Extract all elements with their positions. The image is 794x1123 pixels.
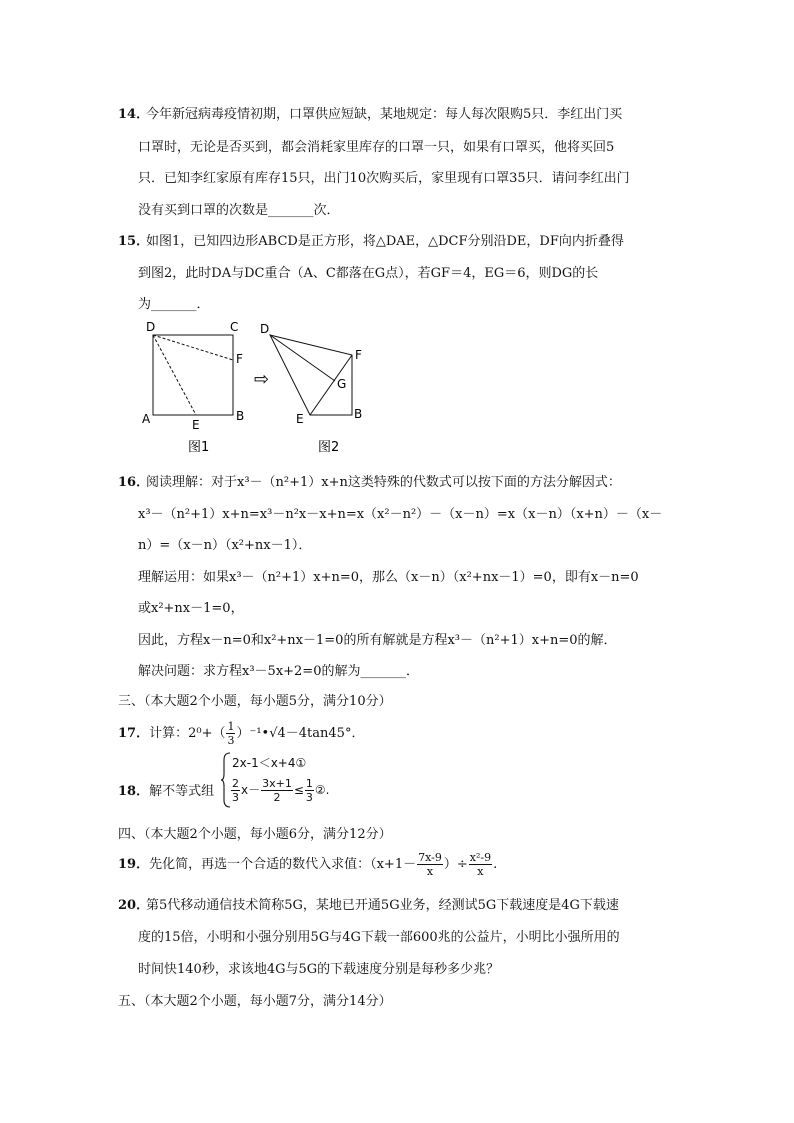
- q18-label: [118, 780, 214, 799]
- fig1-fold-df: [153, 335, 233, 360]
- q14-line-1: 今年新冠病毒疫情初期，口罩供应短缺，某地规定：每人每次限购5只．李红出门买: [146, 107, 623, 122]
- q20-line-1: 第5代移动通信技术简称5G，某地已开通5G业务，经测试5G下载速度是4G下载速: [146, 898, 619, 913]
- q18-frac-a-den: 3: [232, 791, 239, 804]
- q15-figures: [130, 315, 390, 460]
- q18-frac-a-num: 2: [232, 777, 239, 790]
- q16-line-5: 或x²+nx－1=0，: [138, 601, 244, 616]
- q16-line-7: 解决问题：求方程x³－5x+2=0的解为_______．: [138, 664, 419, 679]
- section-3-heading: 三、（本大题2个小题，每小题5分，满分10分）: [118, 694, 392, 709]
- q18-frac-c-num: 1: [305, 777, 313, 790]
- q18-frac-c-den: 3: [305, 791, 313, 804]
- fig2-label-e: E: [296, 412, 304, 426]
- section-4-heading: 四、（本大题2个小题，每小题6分，满分12分）: [118, 827, 392, 842]
- q16-line-3: n）=（x－n）（x²+nx－1）．: [138, 538, 312, 553]
- q16-number: 16．: [118, 475, 150, 490]
- q17: [118, 720, 364, 747]
- fig1-label-d: D: [146, 320, 156, 334]
- q20-line-3: 时间快140秒，求该地4G与5G的下载速度分别是每秒多少兆？: [138, 962, 500, 977]
- q17-frac-num: 1: [227, 720, 235, 733]
- fig1-label-b: B: [236, 409, 245, 423]
- q15-line-3: 为_______．: [138, 297, 210, 312]
- q18-mid: x－: [241, 783, 261, 797]
- q16-line-4: 理解运用：如果x³－（n²+1）x+n=0，那么（x－n）（x²+nx－1）=0，即有x－n=0: [138, 570, 639, 585]
- fig2-label-b: B: [354, 407, 363, 421]
- q19-frac-2: [469, 851, 492, 878]
- q18-pre: 解不等式组: [149, 784, 215, 799]
- q19-number: 19．: [118, 857, 150, 872]
- q14-line-4: 没有买到口罩的次数是_______次．: [138, 203, 340, 218]
- fig2-label-f: F: [355, 348, 362, 362]
- q18-frac-b: [261, 777, 293, 804]
- q18-le: ≤: [293, 783, 304, 797]
- fig2-label-g: G: [337, 377, 347, 391]
- fig1-caption: 图1: [188, 440, 210, 455]
- q15-line-1: 如图1，已知四边形ABCD是正方形，将△DAE，△DCF分别沿DE，DF向内折叠得: [146, 234, 624, 249]
- q15-line-2: 到图2，此时DA与DC重合（A、C都落在G点），若GF＝4，EG＝6，则DG的长: [138, 266, 599, 281]
- transform-arrow-icon: ⇨: [254, 369, 270, 390]
- q16-line-2: x³－（n²+1）x+n=x³－n²x－x+n=x（x²－n²）－（x－n）=x（x－n）（x+n）－（x－: [138, 507, 663, 522]
- q18-row-1: 2x-1＜x+4①: [232, 756, 307, 770]
- section-5-heading: 五、（本大题2个小题，每小题7分，满分14分）: [118, 994, 392, 1009]
- q18-frac-b-num: 3x+1: [262, 777, 292, 790]
- q17-fraction: [226, 720, 235, 747]
- fig2-label-d: D: [260, 322, 270, 336]
- q19-frac-1: [417, 851, 443, 878]
- q19-mid: ）÷: [443, 857, 468, 872]
- q19: [118, 851, 497, 878]
- q17-number: 17．: [118, 726, 150, 741]
- fig1-label-f: F: [236, 352, 243, 366]
- q18-row-2: [230, 777, 330, 804]
- q16-line-1: 阅读理解：对于x³－（n²+1）x+n这类特殊的代数式可以按下面的方法分解因式：: [146, 475, 621, 490]
- fig1-label-a: A: [142, 412, 151, 426]
- q18-frac-a: [231, 777, 240, 804]
- q19-frac-1-den: x: [426, 865, 434, 878]
- fig2-caption: 图2: [318, 440, 340, 455]
- q16-line-6: 因此，方程x－n=0和x²+nx－1=0的所有解就是方程x³－（n²+1）x+n=0的解．: [138, 633, 617, 648]
- q18-circle-2: ②: [314, 783, 326, 797]
- q17-post: ）⁻¹•√4－4tan45°．: [236, 726, 365, 741]
- q20-number: 20．: [118, 898, 150, 913]
- q19-frac-1-num: 7x-9: [418, 851, 442, 864]
- q18-end: .: [325, 783, 330, 797]
- q14-line-3: 只．已知李红家原有库存15只，出门10次购买后，家里现有口罩35只．请问李红出门: [138, 171, 630, 186]
- q19-frac-2-num: x²-9: [469, 851, 492, 864]
- q19-pre: 先化简，再选一个合适的数代入求值：（x+1－: [149, 857, 417, 872]
- q17-pre: 计算：2⁰+（: [149, 726, 226, 741]
- fig2-line-dg: [270, 335, 335, 381]
- q18-frac-c: [305, 777, 314, 804]
- fig1-label-e: E: [192, 418, 200, 432]
- fig1-label-c: C: [230, 320, 239, 334]
- q18-number: 18．: [118, 784, 150, 799]
- q20-line-2: 度的15倍，小明和小强分别用5G与4G下载一部600兆的公益片，小明比小强所用的: [138, 930, 620, 945]
- q19-end: .: [493, 857, 498, 872]
- q15-number: 15．: [118, 234, 150, 249]
- q14-number: 14．: [118, 107, 150, 122]
- q19-frac-2-den: x: [477, 865, 484, 878]
- fig2-outline: [270, 335, 352, 415]
- q14-line-2: 口罩时，无论是否买到，都会消耗家里库存的口罩一只，如果有口罩买，他将买回5: [138, 140, 615, 155]
- q18-frac-b-den: 2: [273, 791, 281, 804]
- q17-frac-den: 3: [227, 734, 235, 747]
- fig1-fold-de: [153, 335, 196, 415]
